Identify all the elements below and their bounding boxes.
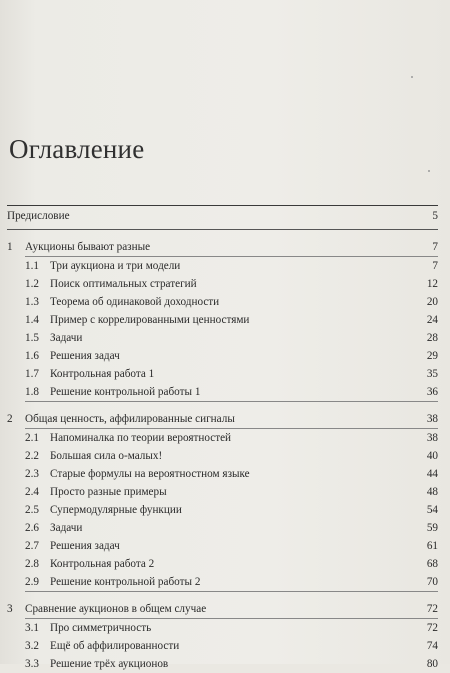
toc-section [7,501,438,519]
section-title: Поиск оптимальных стратегий [50,278,197,291]
section-number: 1.8 [25,386,39,399]
section-number: 2.5 [25,504,39,517]
table-of-contents [7,205,438,673]
toc-section [7,537,438,555]
section-title: Большая сила о-малых! [50,450,163,463]
page-title: Оглавление [9,134,145,165]
section-number: 2.1 [25,432,39,445]
chapter-number: 2 [7,413,13,426]
section-number: 1.5 [25,332,39,345]
section-page: 80 [426,658,438,671]
toc-preface [7,207,438,225]
chapter-page: 7 [432,241,438,254]
section-number: 2.6 [25,522,39,535]
toc-chapter [7,600,438,618]
divider [7,205,438,206]
section-page: 48 [426,486,438,499]
section-page: 38 [426,432,438,445]
section-title: Теорема об одинаковой доходности [50,296,220,309]
section-title: Решения задач [50,350,120,363]
chapter-block [7,600,438,673]
section-number: 3.2 [25,640,39,653]
section-page: 20 [426,296,438,309]
section-title: Супермодулярные функции [50,504,182,517]
toc-section [7,573,438,591]
toc-section [7,275,438,293]
chapter-number: 1 [7,241,13,254]
preface-page: 5 [432,210,438,223]
section-number: 3.1 [25,622,39,635]
section-title: Решение трёх аукционов [50,658,169,671]
section-page: 35 [426,368,438,381]
toc-section [7,329,438,347]
chapter-page: 72 [426,603,438,616]
chapter-list [7,238,438,673]
section-number: 2.9 [25,576,39,589]
section-page: 28 [426,332,438,345]
toc-section [7,257,438,275]
section-page: 61 [426,540,438,553]
toc-section [7,311,438,329]
section-page: 54 [426,504,438,517]
chapter-page: 38 [426,413,438,426]
speck [411,76,413,78]
chapter-title: Общая ценность, аффилированные сигналы [25,413,235,426]
section-page: 74 [426,640,438,653]
chapter-title: Сравнение аукционов в общем случае [25,603,207,616]
chapter-block [7,410,438,600]
toc-chapter [7,410,438,428]
toc-section [7,293,438,311]
section-page: 29 [426,350,438,363]
section-number: 2.7 [25,540,39,553]
section-page: 59 [426,522,438,535]
section-number: 2.3 [25,468,39,481]
section-page: 72 [426,622,438,635]
toc-chapter [7,238,438,256]
toc-section [7,637,438,655]
section-page: 12 [426,278,438,291]
section-page: 7 [432,260,438,273]
section-number: 1.3 [25,296,39,309]
section-title: Напоминалка по теории вероятностей [50,432,232,445]
toc-section [7,483,438,501]
toc-section [7,365,438,383]
toc-section [7,655,438,673]
section-title: Решение контрольной работы 1 [50,386,201,399]
toc-section [7,447,438,465]
toc-section [7,465,438,483]
section-title: Три аукциона и три модели [50,260,181,273]
section-page: 24 [426,314,438,327]
section-number: 1.2 [25,278,39,291]
section-number: 1.7 [25,368,39,381]
section-title: Решения задач [50,540,120,553]
section-number: 2.8 [25,558,39,571]
section-title: Задачи [50,522,83,535]
toc-section [7,383,438,401]
toc-section [7,619,438,637]
toc-section [7,519,438,537]
toc-section [7,429,438,447]
section-number: 2.4 [25,486,39,499]
section-number: 1.4 [25,314,39,327]
chapter-number: 3 [7,603,13,616]
section-page: 70 [426,576,438,589]
chapter-block [7,238,438,410]
toc-section [7,555,438,573]
section-title: Ещё об аффилированности [50,640,180,653]
section-title: Старые формулы на вероятностном языке [50,468,250,481]
section-number: 1.1 [25,260,39,273]
section-page: 68 [426,558,438,571]
section-title: Просто разные примеры [50,486,167,499]
speck [428,170,430,172]
toc-section [7,347,438,365]
section-page: 36 [426,386,438,399]
section-title: Про симметричность [50,622,152,635]
section-title: Контрольная работа 2 [50,558,155,571]
section-page: 44 [426,468,438,481]
section-title: Решение контрольной работы 2 [50,576,201,589]
chapter-title: Аукционы бывают разные [25,241,151,254]
preface-label: Предисловие [7,210,70,223]
section-title: Контрольная работа 1 [50,368,155,381]
section-title: Пример с коррелированными ценностями [50,314,250,327]
section-page: 40 [426,450,438,463]
section-number: 1.6 [25,350,39,363]
section-number: 2.2 [25,450,39,463]
section-number: 3.3 [25,658,39,671]
section-title: Задачи [50,332,83,345]
